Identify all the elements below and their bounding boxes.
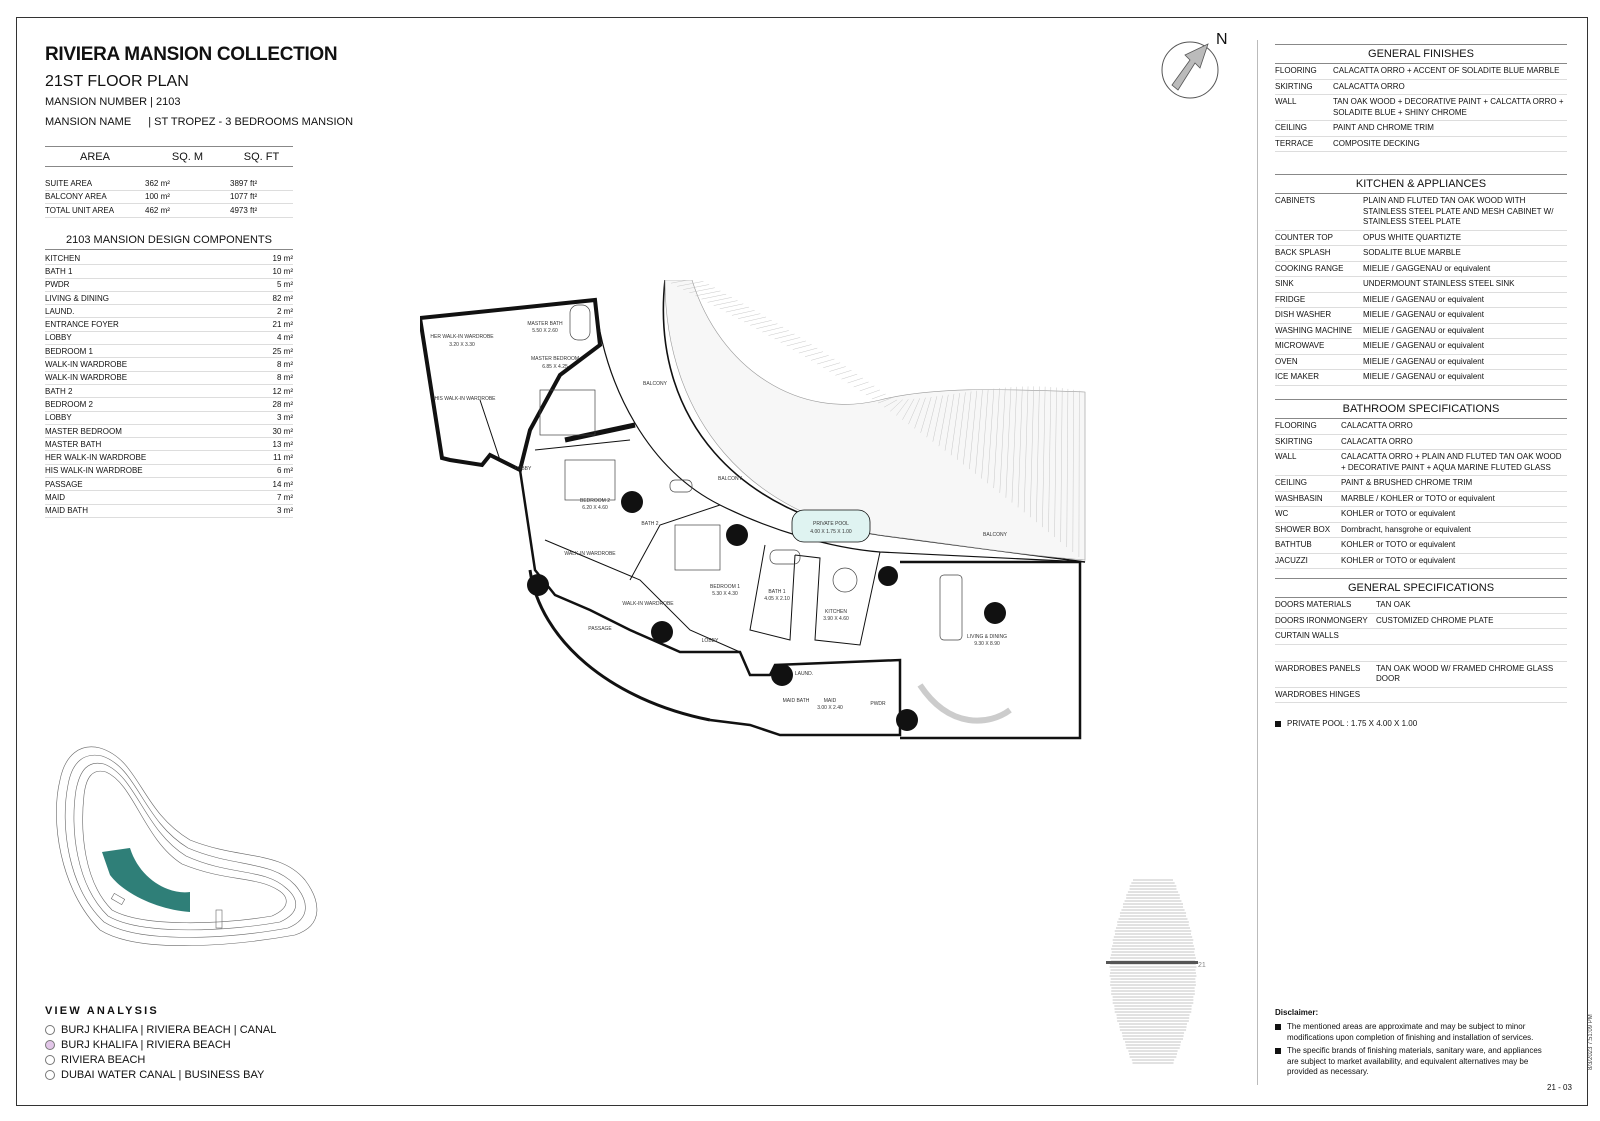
table-row: [1275, 324, 1567, 340]
table-row: [1275, 645, 1567, 662]
spec-key: WARDROBES HINGES: [1275, 689, 1361, 699]
spec-key: BACK SPLASH: [1275, 248, 1331, 257]
component-name: BEDROOM 2: [45, 399, 94, 409]
area-name: SUITE AREA: [45, 178, 93, 188]
bedroom2-wall: [535, 440, 630, 450]
bath2-label: BATH 2: [641, 521, 659, 527]
table-row: [45, 438, 293, 451]
master-bath-dim: 5.50 X 2.60: [532, 328, 558, 334]
area-sqm: 362 m²: [145, 178, 170, 188]
section-title: GENERAL SPECIFICATIONS: [1275, 578, 1567, 598]
disclaimer-title: Disclaimer:: [1275, 1008, 1319, 1017]
master-bedroom-dim: 6.85 X 4.25: [542, 364, 568, 370]
table-row: [45, 425, 293, 438]
table-row: [1275, 339, 1567, 355]
component-area: 28 m²: [272, 399, 293, 409]
spec-value: UNDERMOUNT STAINLESS STEEL SINK: [1363, 279, 1515, 288]
master-bathtub: [570, 305, 590, 340]
bedroom2-label: BEDROOM 2: [579, 498, 611, 504]
column: [771, 664, 793, 686]
collection-title: RIVIERA MANSION COLLECTION: [45, 44, 338, 65]
page-number: 21 - 03: [1547, 1083, 1572, 1092]
balcony-label: BALCONY: [718, 476, 742, 482]
north-arrow-icon: [1160, 30, 1230, 100]
section-title: GENERAL FINISHES: [1275, 44, 1567, 64]
view-option-label: BURJ KHALIFA | RIVIERA BEACH | CANAL: [61, 1024, 277, 1036]
walkin-label: WALK-IN WARDROBE: [622, 601, 674, 607]
her-walkin-dim: 3.20 X 3.30: [449, 342, 475, 348]
table-row: [45, 191, 293, 205]
mansion-name-value: | ST TROPEZ - 3 BEDROOMS MANSION: [148, 116, 354, 128]
component-area: 10 m²: [272, 266, 293, 276]
view-analysis-title: VIEW ANALYSIS: [45, 1005, 159, 1017]
spec-value: KOHLER or TOTO or equivalent: [1341, 555, 1456, 565]
spec-key: WARDROBES PANELS: [1275, 663, 1361, 673]
radio-circle-icon: [45, 1055, 55, 1065]
components-title: 2103 MANSION DESIGN COMPONENTS: [45, 234, 293, 250]
spec-key: DISH WASHER: [1275, 310, 1332, 319]
mansion-number: MANSION NUMBER | 2103: [45, 96, 181, 108]
column: [878, 566, 898, 586]
spec-key: SINK: [1275, 279, 1294, 288]
bath1-dim: 4.05 X 2.10: [764, 596, 790, 602]
pool-label: PRIVATE POOL: [813, 521, 849, 527]
area-sqft: 4973 ft²: [230, 205, 258, 215]
component-area: 3 m²: [277, 413, 293, 423]
component-name: PWDR: [45, 280, 70, 290]
her-walkin-label: HER WALK-IN WARDROBE: [430, 334, 494, 340]
bath1-label: BATH 1: [768, 589, 786, 595]
component-name: WALK-IN WARDROBE: [45, 360, 128, 370]
table-row: [1275, 598, 1567, 614]
component-area: 8 m²: [277, 360, 293, 370]
table-row: [1275, 80, 1567, 96]
table-row: [1275, 246, 1567, 262]
his-walkin-label: HIS WALK-IN WARDROBE: [434, 396, 496, 402]
table-row: [45, 305, 293, 318]
column: [984, 602, 1006, 624]
spec-value: PLAIN AND FLUTED TAN OAK WOOD WITH STAINLESS STEEL PLATE AND MESH CABINET W/ STAINLESS STEEL PLATE: [1363, 196, 1554, 226]
disclaimer-item: [1275, 1046, 1545, 1078]
table-row: [1275, 450, 1567, 476]
spec-value: CALACATTA ORRO: [1341, 436, 1413, 446]
spec-value: KOHLER or TOTO or equivalent: [1341, 540, 1456, 549]
pwdr-label: PWDR: [870, 701, 886, 707]
spec-value: CALACATTA ORRO: [1333, 81, 1405, 91]
view-option-label: RIVIERA BEACH: [61, 1054, 146, 1066]
area-sqft: 1077 ft²: [230, 192, 258, 202]
table-row: [1275, 137, 1567, 153]
view-option-label: BURJ KHALIFA | RIVIERA BEACH: [61, 1039, 231, 1051]
spec-key: [1275, 647, 1376, 659]
spec-value: MIELIE / GAGENAU or equivalent: [1363, 356, 1484, 366]
spec-value: MARBLE / KOHLER or TOTO or equivalent: [1341, 493, 1495, 503]
key-plan: [40, 740, 330, 960]
component-area: 13 m²: [272, 439, 293, 449]
lobby-label: LOBBY: [514, 466, 532, 472]
area-header: AREA: [80, 150, 110, 163]
spec-value: CALACATTA ORRO + PLAIN AND FLUTED TAN OAK WOOD + DECORATIVE PAINT + AQUA MARINE FLUTED GLASS: [1341, 452, 1562, 472]
table-row: [45, 345, 293, 358]
component-name: MASTER BATH: [45, 439, 102, 449]
floor-plan-subtitle: 21ST FLOOR PLAN: [45, 73, 189, 90]
spec-key: WASHBASIN: [1275, 493, 1323, 503]
components-list: [45, 252, 293, 518]
table-row: [1275, 435, 1567, 451]
bedroom2-header-wall: [565, 425, 635, 440]
spec-value: CALACATTA ORRO + ACCENT OF SOLADITE BLUE MARBLE: [1333, 66, 1560, 75]
view-option: [45, 1024, 276, 1036]
component-area: 12 m²: [272, 386, 293, 396]
table-row: [45, 385, 293, 398]
private-pool-note: [1275, 719, 1417, 728]
disclaimer-text: The mentioned areas are approximate and may be subject to minor modifications upon completion of finishing and installation of services.: [1287, 1022, 1534, 1042]
column: [527, 574, 549, 596]
component-area: 2 m²: [277, 306, 293, 316]
lobby-label: LOBBY: [701, 638, 719, 644]
disclaimer-item: [1275, 1022, 1545, 1043]
spec-value: MIELIE / GAGGENAU or equivalent: [1363, 263, 1491, 273]
spec-key: WALL: [1275, 452, 1297, 461]
table-row: [1275, 662, 1567, 688]
column: [726, 524, 748, 546]
spec-key: FLOORING: [1275, 421, 1317, 430]
spec-key: CEILING: [1275, 478, 1308, 487]
table-row: [1275, 492, 1567, 508]
sofa: [920, 685, 1010, 721]
unit-highlight: [102, 848, 190, 912]
spec-key: MICROWAVE: [1275, 341, 1325, 350]
view-option: [45, 1039, 231, 1051]
master-bedroom-label: MASTER BEDROOM: [530, 356, 580, 362]
component-name: LOBBY: [45, 413, 72, 423]
terrace-hatch: [665, 280, 1085, 560]
table-row: [45, 318, 293, 331]
spec-value: MIELIE / GAGENAU or equivalent: [1363, 294, 1484, 304]
spec-key: COOKING RANGE: [1275, 263, 1344, 273]
spec-value: CALACATTA ORRO: [1341, 421, 1413, 430]
component-name: MASTER BEDROOM: [45, 426, 122, 436]
component-area: 8 m²: [277, 373, 293, 383]
component-name: BEDROOM 1: [45, 346, 94, 356]
radio-circle-icon: [45, 1040, 55, 1050]
area-sqm: 462 m²: [145, 205, 170, 215]
component-name: KITCHEN: [45, 253, 81, 263]
radio-circle-icon: [45, 1070, 55, 1080]
spec-key: OVEN: [1275, 356, 1298, 366]
table-row: [1275, 629, 1567, 645]
spec-value: TAN OAK WOOD W/ FRAMED CHROME GLASS DOOR: [1376, 663, 1554, 683]
table-row: [45, 204, 293, 218]
bullet-square-icon: [1275, 1048, 1281, 1054]
spec-key: WC: [1275, 509, 1289, 518]
table-row: [1275, 262, 1567, 278]
component-area: 25 m²: [272, 346, 293, 356]
component-area: 14 m²: [272, 479, 293, 489]
spec-key: COUNTER TOP: [1275, 232, 1333, 242]
area-sqm: 100 m²: [145, 192, 170, 202]
table-row: [1275, 95, 1567, 121]
master-wing-wall: [420, 300, 600, 470]
bath1-tub: [770, 550, 800, 564]
bedroom1-label: BEDROOM 1: [709, 584, 741, 590]
floor-marker-bar: [1106, 961, 1198, 964]
sqm-header: SQ. M: [171, 150, 204, 163]
spec-value: PAINT AND CHROME TRIM: [1333, 123, 1434, 132]
floor-marker-label: 21: [1198, 962, 1206, 969]
disclaimer-text: The specific brands of finishing materials, sanitary ware, and appliances are subject to market availability, and equivalent alternatives may be provided as necessary.: [1287, 1046, 1542, 1076]
bullet-square-icon: [1275, 721, 1281, 727]
balcony-label: BALCONY: [983, 532, 1007, 538]
section-title: KITCHEN & APPLIANCES: [1275, 174, 1567, 194]
table-row: [45, 332, 293, 345]
area-name: TOTAL UNIT AREA: [45, 205, 115, 215]
spec-value: KOHLER or TOTO or equivalent: [1341, 509, 1456, 518]
table-row: [45, 412, 293, 425]
table-row: [1275, 523, 1567, 539]
radio-circle-icon: [45, 1025, 55, 1035]
bedroom2-dim: 6.20 X 4.60: [582, 505, 608, 511]
table-row: [1275, 308, 1567, 324]
table-row: [45, 279, 293, 292]
general-finishes-table: [1275, 44, 1567, 152]
kitchen-wall: [795, 552, 880, 645]
table-row: [1275, 419, 1567, 435]
spec-key: FRIDGE: [1275, 294, 1306, 304]
table-row: [1275, 121, 1567, 137]
component-area: 6 m²: [277, 466, 293, 476]
area-name: BALCONY AREA: [45, 192, 107, 202]
area-sqft: 3897 ft²: [230, 178, 258, 188]
spec-value: TAN OAK: [1376, 600, 1411, 609]
laund-label: LAUND.: [794, 671, 814, 677]
component-name: BATH 2: [45, 386, 73, 396]
kitchen-dim: 3.90 X 4.60: [823, 616, 849, 622]
spec-key: DOORS IRONMONGERY: [1275, 615, 1368, 625]
section-title: BATHROOM SPECIFICATIONS: [1275, 399, 1567, 419]
spec-value: Dornbracht, hansgrohe or equivalent: [1341, 524, 1471, 534]
spec-key: SHOWER BOX: [1275, 524, 1331, 534]
spec-value: COMPOSITE DECKING: [1333, 138, 1420, 148]
table-row: [1275, 231, 1567, 247]
component-name: LIVING & DINING: [45, 293, 110, 303]
spec-value: TAN OAK WOOD + DECORATIVE PAINT + CALCATTA ORRO + SOLADITE BLUE + SHINY CHROME: [1333, 97, 1564, 117]
column: [651, 621, 673, 643]
bedroom1-bed: [675, 525, 720, 570]
kitchen-island: [833, 568, 857, 592]
column: [621, 491, 643, 513]
spec-key: SKIRTING: [1275, 81, 1313, 91]
table-row: [45, 372, 293, 385]
bedroom2-bed: [565, 460, 615, 500]
component-name: WALK-IN WARDROBE: [45, 373, 128, 383]
table-row: [1275, 507, 1567, 523]
passage-label: PASSAGE: [588, 626, 612, 632]
component-area: 19 m²: [272, 253, 293, 263]
table-row: [45, 398, 293, 411]
table-row: [45, 491, 293, 504]
table-row: [45, 177, 293, 191]
component-name: LOBBY: [45, 333, 72, 343]
component-area: 30 m²: [272, 426, 293, 436]
table-row: [45, 451, 293, 464]
spec-key: DOORS MATERIALS: [1275, 600, 1352, 609]
north-label: N: [1216, 31, 1228, 48]
passage-outer-wall: [530, 570, 710, 720]
table-row: [45, 465, 293, 478]
table-row: [1275, 688, 1567, 704]
table-row: [45, 292, 293, 305]
spec-value: MIELIE / GAGENAU or equivalent: [1363, 325, 1484, 335]
print-timestamp: 8/3/2023 7:51:09 PM: [1588, 1014, 1594, 1070]
component-name: LAUND.: [45, 306, 75, 316]
column-divider: [1257, 40, 1258, 1085]
table-row: [1275, 293, 1567, 309]
component-name: HIS WALK-IN WARDROBE: [45, 466, 143, 476]
table-row: [1275, 194, 1567, 231]
pool-note-text: PRIVATE POOL : 1.75 X 4.00 X 1.00: [1287, 719, 1418, 728]
component-area: 82 m²: [272, 293, 293, 303]
area-table-header: [45, 146, 293, 167]
column: [896, 709, 918, 731]
table-row: [45, 505, 293, 518]
balcony-label: BALCONY: [643, 381, 667, 387]
table-row: [45, 265, 293, 278]
spec-key: SKIRTING: [1275, 436, 1313, 446]
kitchen-appliances-table: [1275, 174, 1567, 386]
component-area: 21 m²: [272, 320, 293, 330]
component-area: 3 m²: [277, 506, 293, 516]
table-row: [1275, 554, 1567, 570]
spec-value: OPUS WHITE QUARTIZTE: [1363, 232, 1462, 242]
component-name: BATH 1: [45, 266, 73, 276]
table-row: [45, 252, 293, 265]
spec-value: PAINT & BRUSHED CHROME TRIM: [1341, 478, 1473, 487]
component-name: ENTRANCE FOYER: [45, 320, 119, 330]
spec-value: MIELIE / GAGENAU or equivalent: [1363, 372, 1484, 381]
component-area: 4 m²: [277, 333, 293, 343]
maid-label: MAID: [823, 698, 837, 704]
floor-plan: [420, 280, 1095, 750]
component-area: 7 m²: [277, 492, 293, 502]
maid-dim: 3.00 X 2.40: [817, 705, 843, 711]
spec-key: CURTAIN WALLS: [1275, 631, 1339, 640]
bedroom1-dim: 5.30 X 4.30: [712, 591, 738, 597]
living-wall: [900, 562, 1080, 738]
maid-bath-label: MAID BATH: [782, 698, 810, 704]
view-option-label: DUBAI WATER CANAL | BUSINESS BAY: [61, 1069, 265, 1081]
component-area: 11 m²: [273, 453, 293, 463]
component-name: PASSAGE: [45, 479, 83, 489]
mansion-name-label: MANSION NAME: [45, 116, 132, 128]
table-row: [1275, 355, 1567, 371]
spec-key: FLOORING: [1275, 66, 1317, 75]
component-name: MAID: [45, 492, 65, 502]
bathroom-specifications-table: [1275, 399, 1567, 569]
component-name: HER WALK-IN WARDROBE: [45, 453, 147, 463]
spec-key: WASHING MACHINE: [1275, 325, 1353, 335]
walkin-label: WALK-IN WARDROBE: [564, 551, 616, 557]
view-option: [45, 1069, 264, 1081]
spec-key: TERRACE: [1275, 138, 1314, 148]
view-option: [45, 1054, 145, 1066]
spec-value: CUSTOMIZED CHROME PLATE: [1376, 615, 1494, 625]
spec-key: WALL: [1275, 97, 1297, 106]
spec-key: CEILING: [1275, 123, 1308, 132]
table-row: [1275, 277, 1567, 293]
kitchen-label: KITCHEN: [825, 609, 847, 615]
spec-value: SODALITE BLUE MARBLE: [1363, 248, 1461, 257]
dining-table: [940, 575, 962, 640]
sqft-header: SQ. FT: [243, 150, 280, 163]
table-row: [1275, 476, 1567, 492]
pool-dim: 4.00 X 1.75 X 1.00: [810, 529, 852, 535]
table-row: [1275, 64, 1567, 80]
table-row: [1275, 370, 1567, 386]
spec-value: MIELIE / GAGENAU or equivalent: [1363, 310, 1484, 319]
spec-key: CABINETS: [1275, 196, 1316, 205]
table-row: [45, 478, 293, 491]
table-row: [45, 358, 293, 371]
living-dining-label: LIVING & DINING: [966, 634, 1008, 640]
area-table: [45, 146, 293, 218]
table-row: [1275, 538, 1567, 554]
tower-elevation: [1098, 877, 1208, 1072]
table-row: [1275, 614, 1567, 630]
living-dining-dim: 9.30 X 8.90: [974, 641, 1000, 647]
component-area: 5 m²: [277, 280, 293, 290]
spec-key: JACUZZI: [1275, 555, 1308, 565]
component-name: MAID BATH: [45, 506, 88, 516]
spec-value: MIELIE / GAGENAU or equivalent: [1363, 341, 1484, 350]
spec-key: BATHTUB: [1275, 540, 1312, 549]
mansion-name: [45, 116, 353, 128]
bullet-square-icon: [1275, 1024, 1281, 1030]
spec-key: ICE MAKER: [1275, 372, 1320, 381]
master-bath-label: MASTER BATH: [527, 321, 563, 327]
general-specifications-table: [1275, 578, 1567, 703]
